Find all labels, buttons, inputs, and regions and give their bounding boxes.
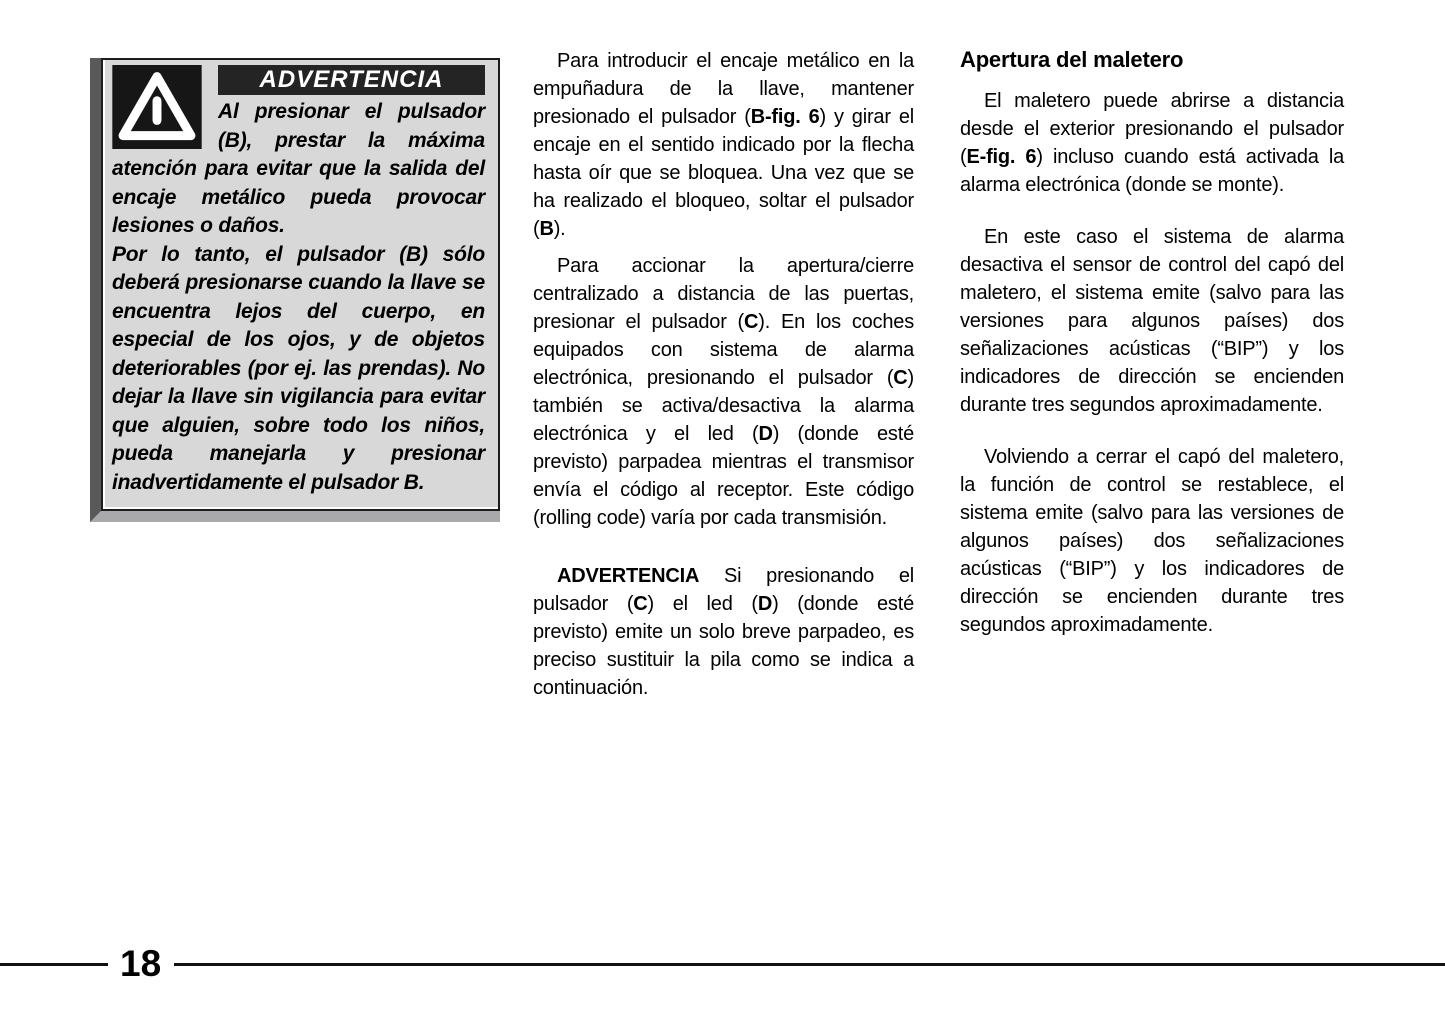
paragraph-alarm-deactivates-sensor: En este caso el sistema de alarma desactiva el sensor de control del capó del maletero, el sistema emite (salvo para las versiones para algunos países) dos señalizaciones acústicas (“BIP”) y los indicadores de dirección se encienden durante tres segundos aproximadamente. <box>960 226 1344 416</box>
warning-box <box>90 58 500 522</box>
warning-paragraph: Al presionar el pulsador (B), prestar la máxima atención para evitar que la salida del encaje metálico pueda provocar lesiones o daños. <box>112 100 485 237</box>
section-heading-apertura-maletero: Apertura del maletero <box>960 47 1184 72</box>
warning-triangle-icon <box>112 65 202 149</box>
paragraph-remote-open-close: Para accionar la apertura/cierre centralizado a distancia de las puertas, presionar el pulsador (C). En los coches equipados con sistema de alarma electrónica, presionando el pulsador (C) también se activa/desactiva la alarma electrónica y el led (D) (donde esté previsto) parpadea mientras el transmisor envía el código al receptor. Este código (rolling code) varía por cada transmisión. <box>533 255 914 529</box>
right-column <box>960 47 1344 639</box>
paragraph-boot-open-remote: El maletero puede abrirse a distancia desde el exterior presionando el pulsador (E-fig. 6) incluso cuando está activada la alarma electrónica (donde se monte). <box>960 90 1344 196</box>
paragraph-insert-key: Para introducir el encaje metálico en la empuñadura de la llave, mantener presionado el pulsador (B-fig. 6) y girar el encaje en el sentido indicado por la flecha hasta oír que se bloquea. Una vez que se ha realizado el bloqueo, soltar el pulsador (B). <box>533 50 914 240</box>
warning-box-title: ADVERTENCIA <box>218 65 485 95</box>
warning-paragraph: Por lo tanto, el pulsador (B) sólo deberá presionarse cuando la llave se encuentra lejos del cuerpo, en especial de los ojos, y de objetos deteriorables (por ej. las prendas). No dejar la llave sin vigilancia para evitar que alguien, sobre todo los niños, pueda manejarla y presionar inadvertidamente el pulsador B. <box>112 242 485 494</box>
paragraph-advertencia-note: ADVERTENCIA Si presionando el pulsador (C) el led (D) (donde esté previsto) emite un solo breve parpadeo, es preciso sustituir la pila como se indica a continuación. <box>533 565 914 699</box>
footer-rule-right <box>174 963 1445 966</box>
page-footer <box>0 944 1445 984</box>
warning-box-panel <box>101 58 500 511</box>
paragraph-boot-close-restore: Volviendo a cerrar el capó del maletero, la función de control se restablece, el sistema emite (salvo para las versiones de algunos países) dos señalizaciones acústicas (“BIP”) y los indicadores de dirección se encienden durante tres segundos aproximadamente. <box>960 446 1344 636</box>
footer-rule-left <box>0 963 108 966</box>
middle-column <box>533 47 914 702</box>
page-number: 18 <box>120 943 162 984</box>
warning-box-text <box>112 98 485 497</box>
